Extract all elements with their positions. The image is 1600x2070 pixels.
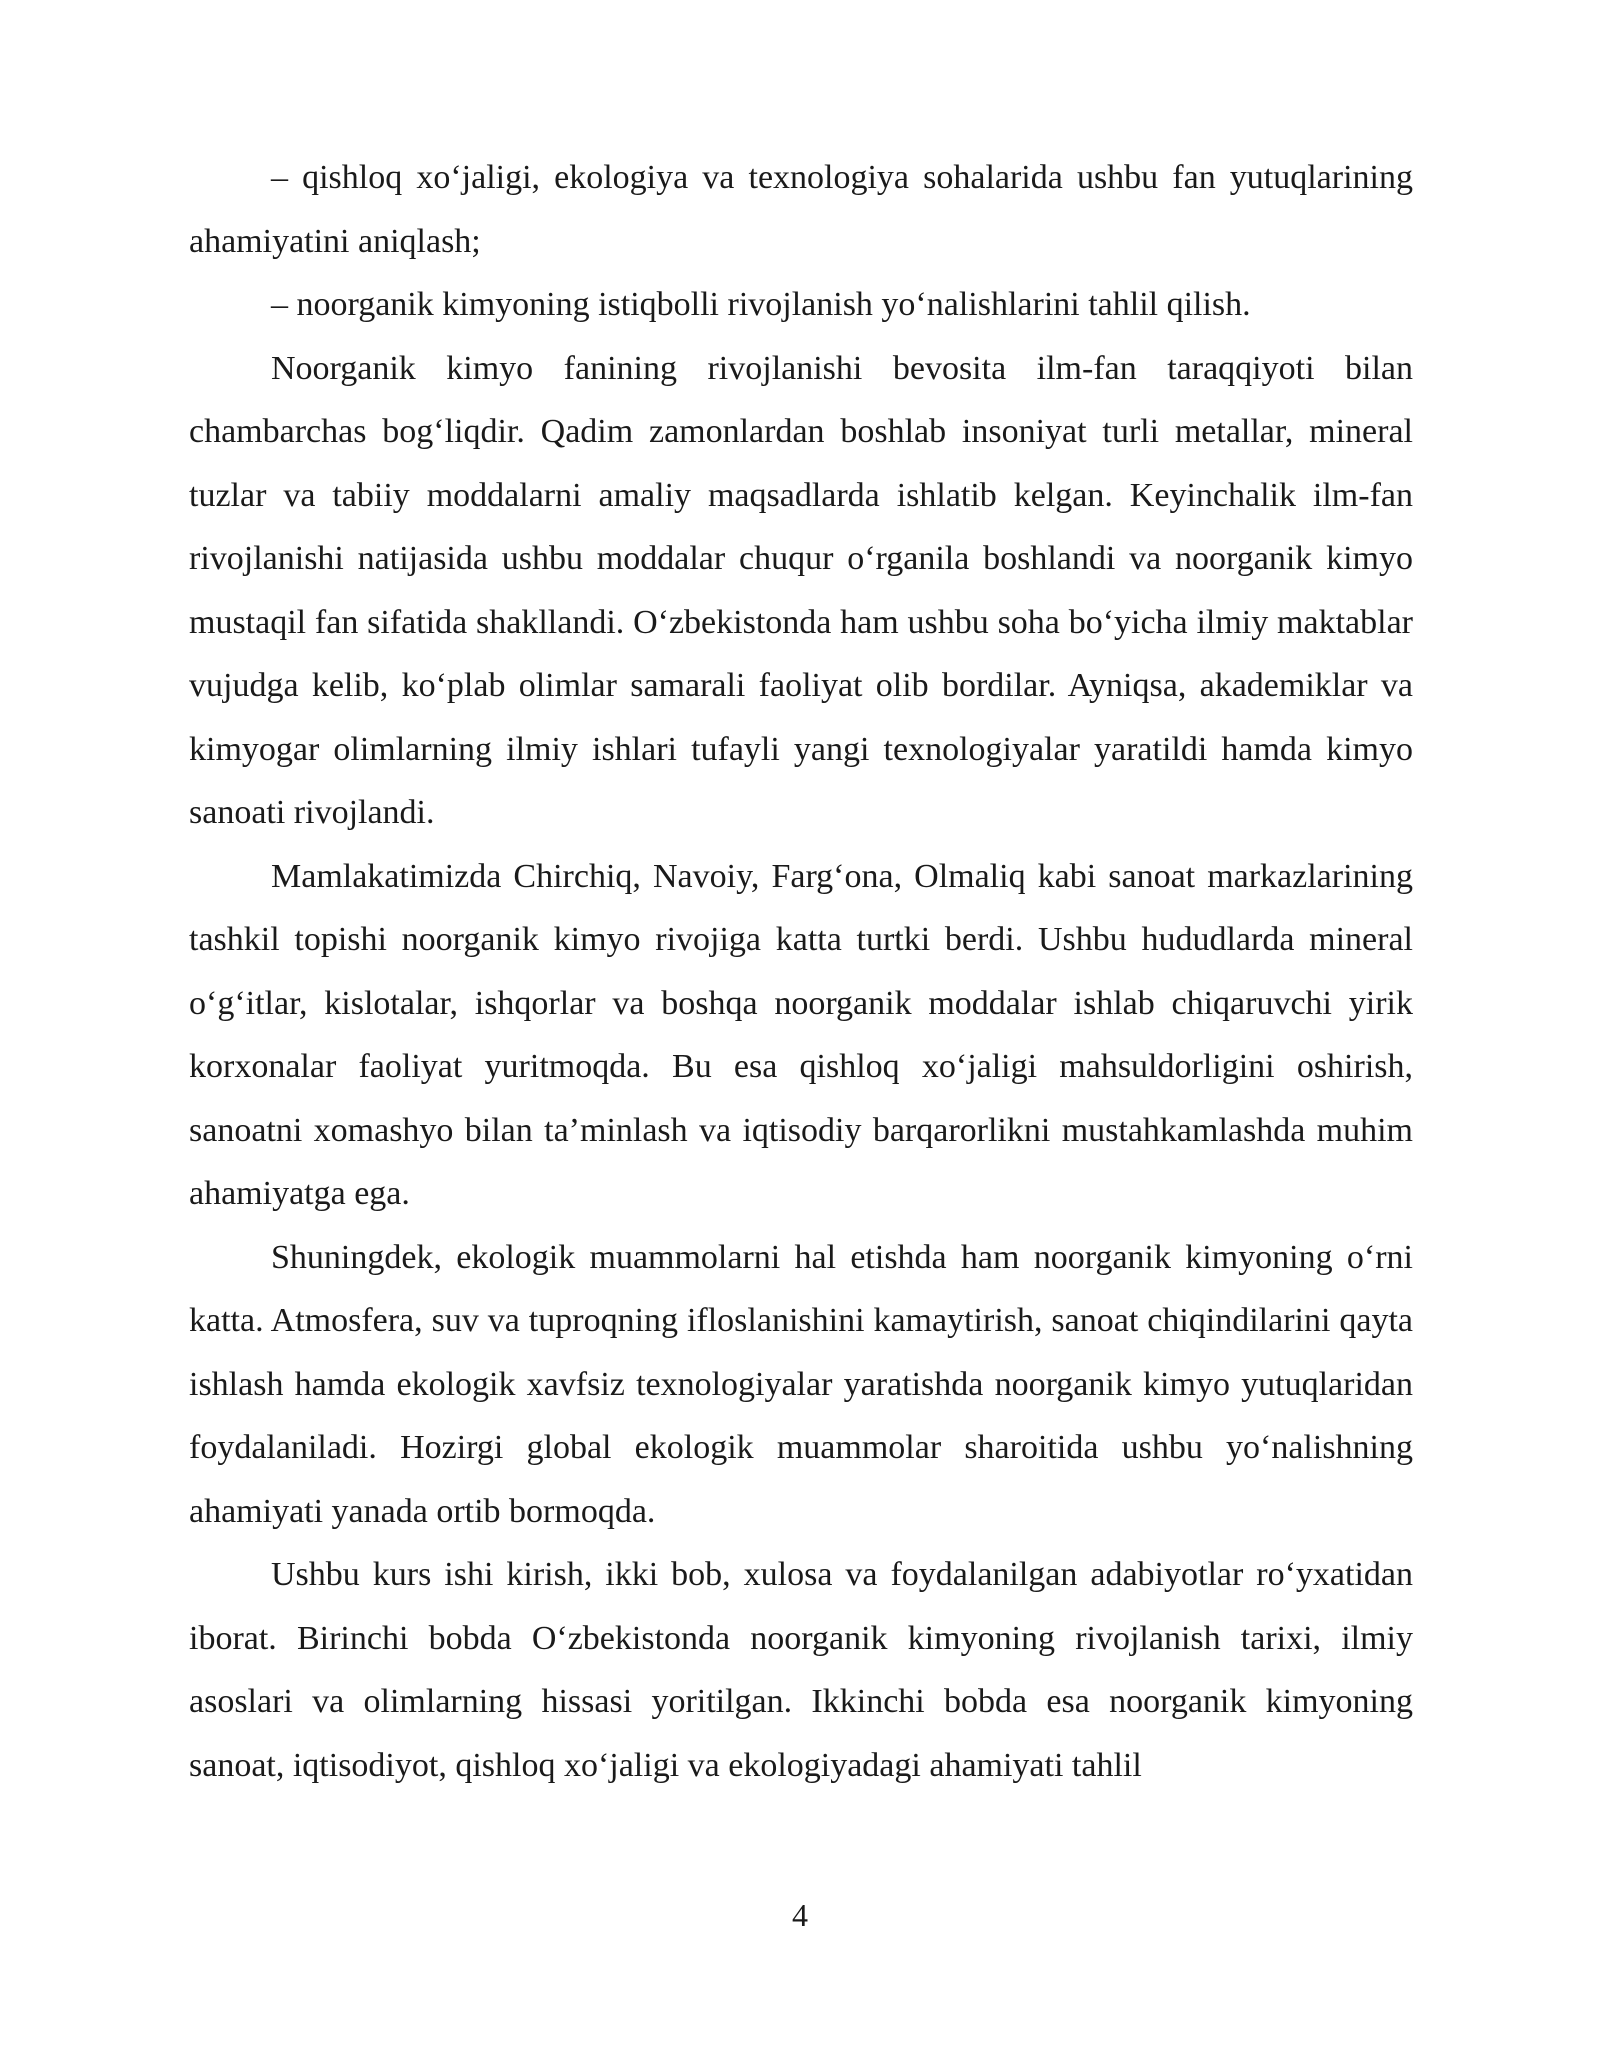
paragraph-industry: Mamlakatimizda Chirchiq, Navoiy, Farg‘ona, Olmaliq kabi sanoat markazlarining tashkil topishi noorganik kimyo rivojiga katta turtki berdi. Ushbu hududlarda mineral o‘g‘itlar, kislotalar, ishqorlar va boshqa noorganik moddalar ishlab chiqaruvchi yirik korxonalar faoliyat yuritmoqda. Bu esa qishloq xo‘jaligi mahsuldorligini oshirish, sanoatni xomashyo bilan ta’minlash va iqtisodiy barqarorlikni mustahkamlashda muhim ahamiyatga ega.: [189, 857, 1413, 1212]
paragraph-history: Noorganik kimyo fanining rivojlanishi bevosita ilm-fan taraqqiyoti bilan chambarchas bog‘liqdir. Qadim zamonlardan boshlab insoniyat turli metallar, mineral tuzlar va tabiiy moddalarni amaliy maqsadlarda ishlatib kelgan. Keyinchalik ilm-fan rivojlanishi natijasida ushbu moddalar chuqur o‘rganila boshlandi va noorganik kimyo mustaqil fan sifatida shakllandi. O‘zbekistonda ham ushbu soha bo‘yicha ilmiy maktablar vujudga kelib, ko‘plab olimlar samarali faoliyat olib bordilar. Ayniqsa, akademiklar va kimyogar olimlarning ilmiy ishlari tufayli yangi texnologiyalar yaratildi hamda kimyo sanoati rivojlandi.: [189, 349, 1413, 831]
page-body: [189, 146, 1413, 1797]
paragraph-bullet-2: – noorganik kimyoning istiqbolli rivojlanish yo‘nalishlarini tahlil qilish.: [271, 286, 1251, 323]
page-number: 4: [792, 1897, 808, 1933]
paragraph-bullet-1: – qishloq xo‘jaligi, ekologiya va texnologiya sohalarida ushbu fan yutuqlarining ahamiyatini aniqlash;: [189, 159, 1413, 260]
paragraph-structure: Ushbu kurs ishi kirish, ikki bob, xulosa va foydalanilgan adabiyotlar ro‘yxatidan iborat. Birinchi bobda O‘zbekistonda noorganik kimyoning rivojlanish tarixi, ilmiy asoslari va olimlarning hissasi yoritilgan. Ikkinchi bobda esa noorganik kimyoning sanoat, iqtisodiyot, qishloq xo‘jaligi va ekologiyadagi ahamiyati tahlil: [189, 1556, 1413, 1784]
paragraph-ecology: Shuningdek, ekologik muammolarni hal etishda ham noorganik kimyoning o‘rni katta. Atmosfera, suv va tuproqning ifloslanishini kamaytirish, sanoat chiqindilarini qayta ishlash hamda ekologik xavfsiz texnologiyalar yaratishda noorganik kimyo yutuqlaridan foydalaniladi. Hozirgi global ekologik muammolar sharoitida ushbu yo‘nalishning ahamiyati yanada ortib bormoqda.: [189, 1238, 1413, 1530]
